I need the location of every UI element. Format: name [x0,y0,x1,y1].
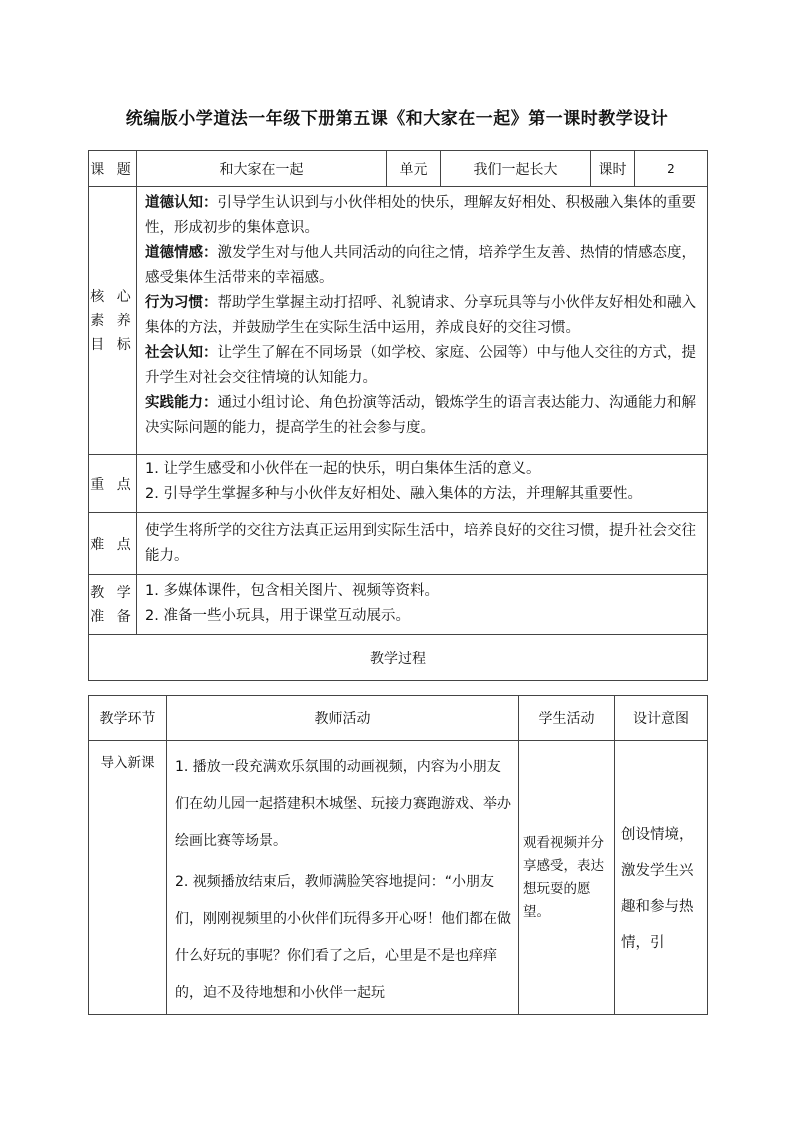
lesson-info-table [88,150,708,681]
col-teacher: 教师活动 [167,696,519,741]
goal-moral-emotion: 道德情感：激发学生对与他人共同活动的向往之情，培养学生友善、热情的情感态度，感受集体生活带来的幸福感。 [145,245,696,286]
stage-intro: 导入新课 [89,741,167,1015]
topic-label: 课 题 [89,151,137,187]
difficult-label: 难 点 [89,513,137,575]
col-stage: 教学环节 [89,696,167,741]
col-student: 学生活动 [519,696,615,741]
topic-value: 和大家在一起 [137,151,387,187]
period-label: 课时 [591,151,635,187]
key-points-label: 重 点 [89,455,137,513]
teacher-activity [167,741,519,1015]
document-title: 统编版小学道法一年级下册第五课《和大家在一起》第一课时教学设计 [125,109,669,129]
prep-label: 教 学 准 备 [89,575,137,635]
core-goals-content [137,187,708,455]
teacher-step-2: 2. 视频播放结束后，教师满脸笑容地提问：“小朋友们，刚刚视频里的小伙伴们玩得多开心呀！他们都在做什么好玩的事呢？你们看了之后，心里是不是也痒痒的，迫不及待地想和小伙伴一起玩 [175,874,511,1001]
unit-value: 我们一起长大 [441,151,591,187]
teacher-step-1: 1. 播放一段充满欢乐氛围的动画视频，内容为小朋友们在幼儿园一起搭建积木城堡、玩接力赛跑游戏、举办绘画比赛等场景。 [175,759,511,849]
process-header: 教学过程 [89,635,708,681]
key-points-content: 1. 让学生感受和小伙伴在一起的快乐，明白集体生活的意义。 2. 引导学生掌握多种与小伙伴友好相处、融入集体的方法，并理解其重要性。 [137,455,708,513]
student-activity: 观看视频并分享感受，表达想玩耍的愿望。 [519,741,615,1015]
process-table [88,695,708,1015]
goal-social-cognition: 社会认知：让学生了解在不同场景（如学校、家庭、公园等）中与他人交往的方式，提升学生对社会交往情境的认知能力。 [145,345,696,386]
goal-behavior-habit: 行为习惯：帮助学生掌握主动打招呼、礼貌请求、分享玩具等与小伙伴友好相处和融入集体的方法，并鼓励学生在实际生活中运用，养成良好的交往习惯。 [145,295,696,336]
design-intent: 创设情境，激发学生兴趣和参与热情，引 [615,741,708,1015]
goal-practice-ability: 实践能力：通过小组讨论、角色扮演等活动，锻炼学生的语言表达能力、沟通能力和解决实际问题的能力，提高学生的社会参与度。 [145,395,696,436]
core-goals-label: 核 心 素 养 目 标 [89,187,137,455]
col-intent: 设计意图 [615,696,708,741]
period-value: 2 [635,151,708,187]
difficult-content: 使学生将所学的交往方法真正运用到实际生活中，培养良好的交往习惯，提升社会交往能力。 [137,513,708,575]
unit-label: 单元 [387,151,441,187]
prep-content: 1. 多媒体课件，包含相关图片、视频等资料。 2. 准备一些小玩具，用于课堂互动展示。 [137,575,708,635]
goal-moral-cognition: 道德认知：引导学生认识到与小伙伴相处的快乐，理解友好相处、积极融入集体的重要性，形成初步的集体意识。 [145,195,696,236]
